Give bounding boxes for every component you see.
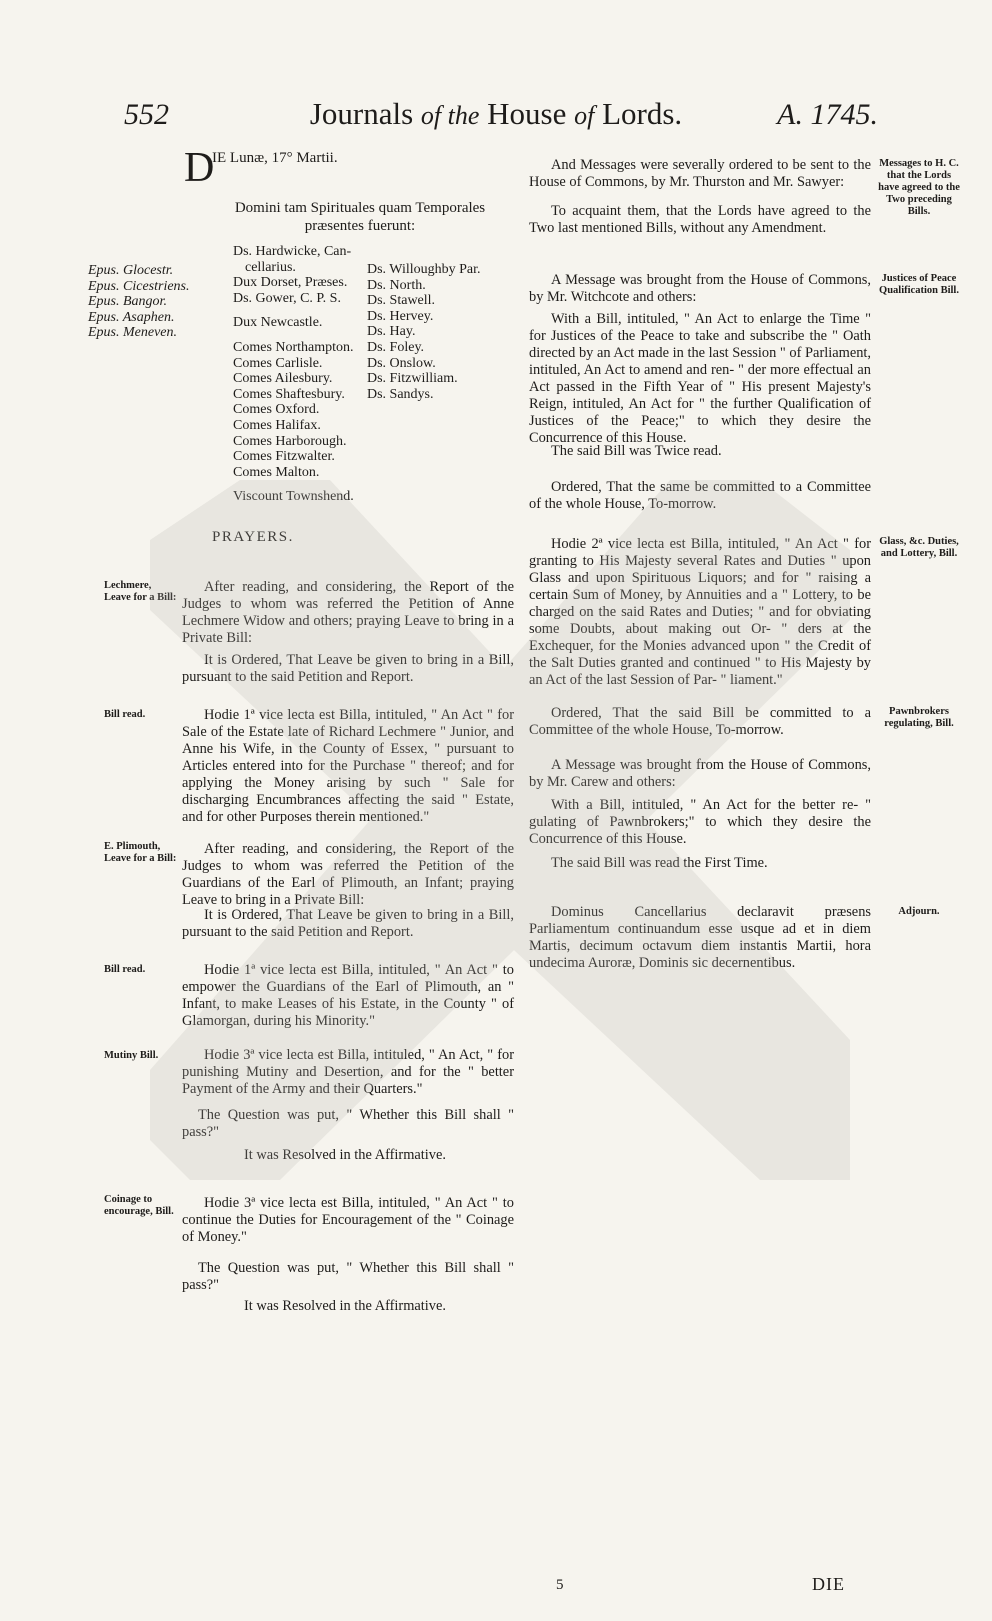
list-item: Comes Oxford.: [233, 402, 320, 418]
prayers-heading: PRAYERS.: [212, 529, 294, 545]
lords-list-mid: [233, 244, 354, 505]
list-item: Comes Carlisle.: [233, 355, 323, 371]
paragraph: Hodie 1ª vice lecta est Billa, intituled, " An Act " to empower the Guardians of the Earl of Plimouth, an " Infant, to make Leases of his Estate, in the County " of Glamorgan, during his Minority.": [182, 962, 514, 1029]
paragraph: The said Bill was read the First Time.: [551, 855, 768, 871]
paragraph: After reading, and considering, the Report of the Judges to whom was referred the Petition of the Guardians of the Earl of Plimouth, an Infant; praying Leave to bring in a Private Bill:: [182, 841, 514, 908]
paragraph: A Message was brought from the House of Commons, by Mr. Witchcote and others:: [529, 272, 871, 305]
paragraph: Hodie 3ª vice lecta est Billa, intituled, " An Act " to continue the Duties for Encouragement of the " Coinage of Money.": [182, 1195, 514, 1245]
title-lords: Lords.: [602, 96, 683, 131]
lords-list-right: [367, 262, 481, 402]
paragraph: Hodie 3ª vice lecta est Billa, intituled, " An Act, " for punishing Mutiny and Desertion, and for the " better Payment of the Army and their Quarters.": [182, 1047, 514, 1097]
bishops-list: [88, 263, 190, 341]
list-item: Ds. Hardwicke, Can-: [233, 244, 352, 259]
list-item: Ds. Onslow.: [367, 355, 436, 371]
list-item: cellarius.: [245, 259, 296, 275]
list-item: Comes Northampton.: [233, 339, 354, 355]
list-item: Ds. North.: [367, 277, 426, 293]
list-item: Dux Dorset, Præses.: [233, 275, 348, 291]
margin-note: Bill read.: [104, 709, 146, 720]
paragraph: After reading, and considering, the Report of the Judges to whom was referred the Petition of Anne Lechmere Widow and others; praying Leave to bring in a Private Bill:: [182, 579, 514, 646]
paragraph: The Question was put, " Whether this Bill shall " pass?": [182, 1260, 514, 1293]
margin-note: Justices of Peace Qualification Bill.: [879, 273, 959, 296]
paragraph: Ordered, That the same be committed to a Committee of the whole House, To-morrow.: [529, 479, 871, 512]
margin-note: Pawnbrokers regulating, Bill.: [884, 706, 954, 729]
date-line: [184, 145, 338, 191]
page-number: 552: [124, 98, 169, 131]
list-item: Comes Fitzwalter.: [233, 449, 335, 465]
list-item: Epus. Glocestr.: [88, 263, 174, 278]
paragraph: A Message was brought from the House of Commons, by Mr. Carew and others:: [529, 757, 871, 790]
margin-note: Mutiny Bill.: [104, 1050, 159, 1061]
title-house: House: [487, 96, 567, 131]
list-item: Ds. Foley.: [367, 339, 425, 355]
margin-note: Messages to H. C. that the Lords have agreed to the Two preceding Bills.: [878, 158, 960, 217]
paragraph: Hodie 1ª vice lecta est Billa, intituled, " An Act " for Sale of the Estate late of Richard Lechmere " Junior, and Anne his Wife, in the County of Essex, " pursuant to Articles entered into for the Purchase " thereof; and for applying the Money arising by such " Sale for discharging Encumbrances affecting the said " Estate, and for other Purposes therein mentioned.": [182, 707, 514, 825]
margin-note: Adjourn.: [898, 906, 940, 917]
paragraph: And Messages were severally ordered to be sent to the House of Commons, by Mr. Thurston and Mr. Sawyer:: [529, 157, 871, 190]
drop-cap: D: [184, 145, 215, 191]
list-item: Dux Newcastle.: [233, 315, 323, 331]
paragraph: The said Bill was Twice read.: [551, 443, 722, 459]
paragraph: The Question was put, " Whether this Bill shall " pass?": [182, 1107, 514, 1140]
list-item: Comes Harborough.: [233, 433, 347, 449]
margin-note: E. Plimouth, Leave for a Bill:: [104, 841, 177, 864]
list-item: Comes Ailesbury.: [233, 371, 333, 387]
list-item: Epus. Meneven.: [88, 325, 178, 341]
attendance-heading: Domini tam Spirituales quam Temporales præsentes fuerunt:: [234, 200, 486, 234]
margin-note: Bill read.: [104, 964, 146, 975]
paragraph: Dominus Cancellarius declaravit præsens Parliamentum continuandum esse usque ad et in diem Martis, decimum octavum diem instantis Martii, hora undecima Auroræ, Dominis sic decernentibus.: [529, 904, 871, 971]
paragraph: With a Bill, intituled, " An Act for the better re- " gulating of Pawnbrokers;" to which they desire the Concurrence of this House.: [529, 797, 871, 847]
paragraph: It was Resolved in the Affirmative.: [244, 1147, 446, 1163]
list-item: Comes Shaftesbury.: [233, 386, 345, 402]
title-of-the: of the: [420, 101, 480, 130]
list-item: Epus. Asaphen.: [88, 309, 175, 325]
list-item: Ds. Fitzwilliam.: [367, 371, 458, 387]
paragraph: It is Ordered, That Leave be given to bring in a Bill, pursuant to the said Petition and Report.: [182, 652, 514, 685]
list-item: Epus. Cicestriens.: [88, 278, 190, 294]
year-label: A. 1745.: [777, 98, 878, 131]
list-item: Viscount Townshend.: [233, 489, 354, 505]
margin-note: Glass, &c. Duties, and Lottery, Bill.: [879, 536, 959, 559]
paragraph: Ordered, That the said Bill be committed to a Committee of the whole House, To-morrow.: [529, 705, 871, 738]
paragraph: It was Resolved in the Affirmative.: [244, 1298, 446, 1314]
paragraph: It is Ordered, That Leave be given to bring in a Bill, pursuant to the said Petition and Report.: [182, 907, 514, 940]
paragraph: Hodie 2ª vice lecta est Billa, intituled, " An Act " for granting to His Majesty several Rates and Duties " upon Glass and upon Spirituous Liquors; and for " raising a certain Sum of Money, by Annuities and a " Lottery, to be charged on the said Rates and Duties; " and for obviating some Doubts, about making out Or- " ders at the Exchequer, for the Monies advanced upon " the Credit of the Salt Duties granted and continued " to His Majesty by an Act of the last Session of Par- " liament.": [529, 536, 871, 688]
list-item: Comes Malton.: [233, 464, 320, 480]
catchword: DIE: [812, 1574, 845, 1594]
list-item: Ds. Hervey.: [367, 308, 434, 324]
list-item: Ds. Sandys.: [367, 386, 434, 402]
list-item: Ds. Stawell.: [367, 293, 436, 309]
margin-note: Lechmere, Leave for a Bill:: [104, 580, 177, 603]
list-item: Ds. Willoughby Par.: [367, 262, 481, 277]
signature-mark: 5: [556, 1577, 564, 1593]
date-text: IE Lunæ, 17° Martii.: [212, 150, 338, 166]
title-journals: Journals: [309, 96, 414, 131]
list-item: Ds. Gower, C. P. S.: [233, 290, 341, 306]
paragraph: With a Bill, intituled, " An Act to enlarge the Time " for Justices of the Peace to take and subscribe the " Oath directed by an Act made in the last Session " of Parliament, intituled, An Act to amend and ren- " der more effectual an Act passed in the Fifth Year of " His present Majesty's Reign, intituled, An Act for " the further Qualification of Justices of the Peace;" to which they desire the Concurrence of this House.: [529, 311, 871, 446]
list-item: Ds. Hay.: [367, 324, 416, 340]
title-of: of: [574, 101, 595, 130]
paragraph: To acquaint them, that the Lords have agreed to the Two last mentioned Bills, without any Amendment.: [529, 203, 871, 236]
list-item: Epus. Bangor.: [88, 294, 167, 310]
list-item: Comes Halifax.: [233, 417, 321, 433]
margin-note: Coinage to encourage, Bill.: [104, 1194, 174, 1217]
